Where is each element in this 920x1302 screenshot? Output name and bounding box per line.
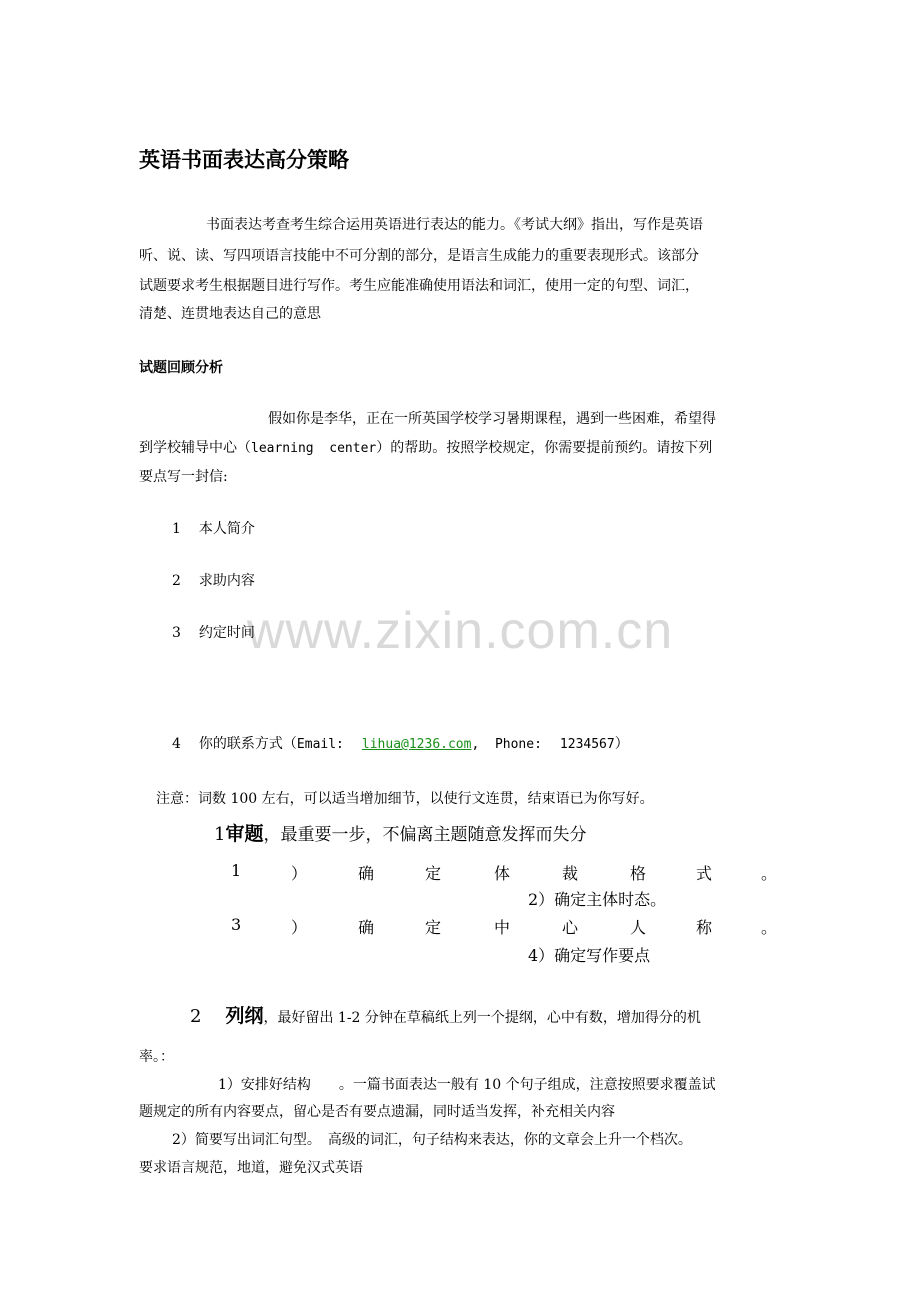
item-char: 称 <box>696 918 713 937</box>
step-label: 审题 <box>225 823 264 845</box>
item-char: 。 <box>761 918 778 937</box>
item-number: 4 <box>172 736 181 752</box>
prompt-english-term: learning center <box>251 441 377 456</box>
item-text: 求助内容 <box>198 573 255 589</box>
item-char: 确 <box>358 918 375 937</box>
contact-label: 你的联系方式（ <box>198 736 297 752</box>
item-char: 心 <box>562 918 579 937</box>
phone-label: , Phone: <box>471 737 542 752</box>
prompt-text: ）的帮助。按照学校规定，你需要提前预约。请按下列 <box>376 440 713 456</box>
watermark: www.zixin.com.cn <box>246 602 674 660</box>
step-label: 列纲 <box>225 1005 264 1027</box>
item-char: 式 <box>696 864 713 883</box>
intro-line: 清楚、连贯地表达自己的意思 <box>139 306 321 322</box>
page-title: 英语书面表达高分策略 <box>139 147 349 172</box>
step-description: ，最重要一步，不偏离主题随意发挥而失分 <box>263 825 587 845</box>
step-number: 2 <box>190 1006 202 1027</box>
section-heading: 试题回顾分析 <box>139 360 223 376</box>
item-char: ） <box>291 918 308 937</box>
item-char: 体 <box>494 864 511 883</box>
note: 注意：词数 100 左右，可以适当增加细节，以使行文连贯，结束语已为你写好。 <box>156 791 654 807</box>
email-link[interactable]: lihua@1236.com <box>361 737 472 752</box>
step1-heading <box>214 819 586 846</box>
item-char: 人 <box>630 918 647 937</box>
item-char: ） <box>291 864 308 883</box>
step-number: 1 <box>214 824 226 845</box>
item-char: 中 <box>494 918 511 937</box>
item-char: 定 <box>425 918 442 937</box>
prompt-line: 要点写一封信: <box>139 469 228 485</box>
step2-point-line: 要求语言规范，地道，避免汉式英语 <box>139 1160 363 1176</box>
item-char: 格 <box>630 864 647 883</box>
item-char: 1 <box>231 861 242 880</box>
item-char: 。 <box>761 864 778 883</box>
step2-continuation: 率。： <box>139 1049 174 1065</box>
phone-number: 1234567 <box>559 737 615 752</box>
prompt-text: 到学校辅导中心（ <box>139 440 251 456</box>
item-char: 定 <box>425 864 442 883</box>
item-text: 本人简介 <box>198 521 255 537</box>
list-item <box>172 518 255 538</box>
list-item-contact <box>172 733 629 753</box>
step-description: ，最好留出 1-2 分钟在草稿纸上列一个提纲，心中有数，增加得分的机 <box>263 1010 701 1026</box>
item-char: 裁 <box>562 864 579 883</box>
item-number: 3 <box>172 625 181 641</box>
item-char: 3 <box>231 915 242 934</box>
email-label: Email: <box>296 737 344 752</box>
step2-point-line: 1）安排好结构 。一篇书面表达一般有 10 个句子组成，注意按照要求覆盖试 <box>218 1077 716 1093</box>
item-number: 1 <box>172 521 181 537</box>
list-item <box>172 622 255 642</box>
item-number: 2 <box>172 573 181 589</box>
list-item <box>172 570 255 590</box>
intro-line: 试题要求考生根据题目进行写作。考生应能准确使用语法和词汇，使用一定的句型、词汇， <box>139 278 699 294</box>
step1-item-4: 4）确定写作要点 <box>528 946 651 965</box>
item-text: 约定时间 <box>198 625 255 641</box>
step2-point-line: 题规定的所有内容要点，留心是否有要点遗漏，同时适当发挥，补充相关内容 <box>139 1104 615 1120</box>
prompt-line: 假如你是李华，正在一所英国学校学习暑期课程，遇到一些困难，希望得 <box>268 411 716 427</box>
contact-close: ） <box>614 736 629 752</box>
prompt-line <box>139 437 712 457</box>
step2-point-line: 2）简要写出词汇句型。 高级的词汇，句子结构来表达，你的文章会上升一个档次。 <box>172 1132 692 1148</box>
step2-heading <box>190 1001 701 1028</box>
step1-item-2: 2）确定主体时态。 <box>528 890 667 909</box>
intro-line: 书面表达考查考生综合运用英语进行表达的能力。《考试大纲》指出，写作是英语 <box>206 217 703 233</box>
intro-line: 听、说、读、写四项语言技能中不可分割的部分，是语言生成能力的重要表现形式。该部分 <box>139 248 699 264</box>
item-char: 确 <box>358 864 375 883</box>
